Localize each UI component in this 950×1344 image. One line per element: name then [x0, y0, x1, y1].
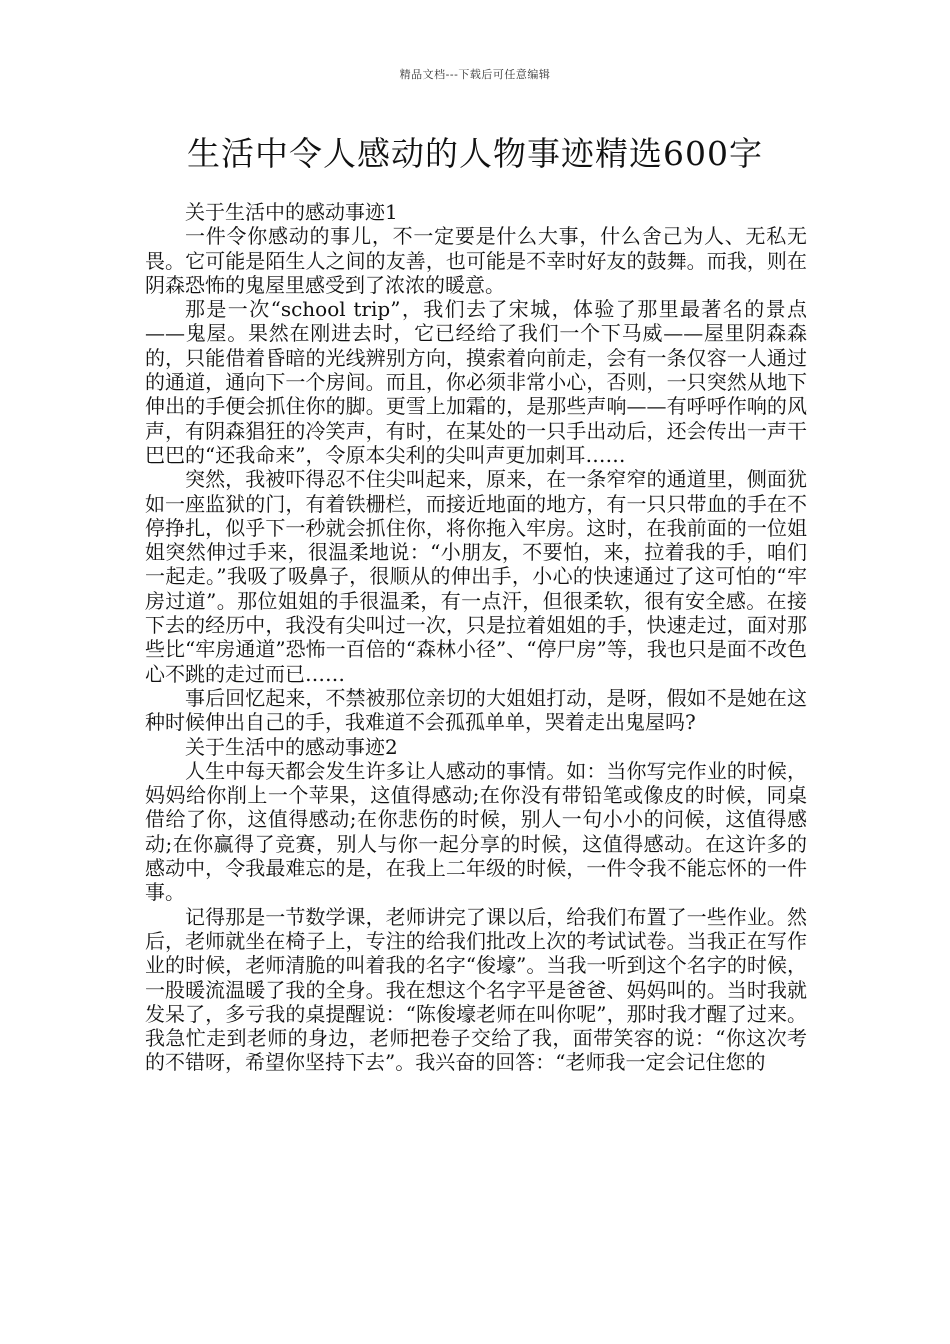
paragraph: 事后回忆起来，不禁被那位亲切的大姐姐打动，是呀，假如不是她在这种时候伸出自己的手，我难道不会孤孤单单，哭着走出鬼屋吗?: [145, 685, 807, 735]
paragraph: 那是一次“school trip”，我们去了宋城，体验了那里最著名的景点——鬼屋。果然在刚进去时，它已经给了我们一个下马威——屋里阴森森的，只能借着昏暗的光线辨别方向，摸索着向前走，会有一条仅容一人通过的通道，通向下一个房间。而且，你必须非常小心，否则，一只突然从地下伸出的手便会抓住你的脚。更雪上加霜的，是那些声响——有呼呼作响的风声，有阴森猖狂的冷笑声，有时，在某处的一只手出动后，还会传出一声干巴巴的“还我命来”，令原本尖利的尖叫声更加刺耳……: [145, 297, 807, 467]
paragraph: 一件令你感动的事儿，不一定要是什么大事，什么舍己为人、无私无畏。它可能是陌生人之间的友善，也可能是不幸时好友的鼓舞。而我，则在阴森恐怖的鬼屋里感受到了浓浓的暖意。: [145, 224, 807, 297]
section-heading-1: 关于生活中的感动事迹1: [185, 200, 398, 224]
paragraph: 记得那是一节数学课，老师讲完了课以后，给我们布置了一些作业。然后，老师就坐在椅子上，专注的给我们批改上次的考试试卷。当我正在写作业的时候，老师清脆的叫着我的名字“俊壕”。当我一听到这个名字的时候，一股暖流温暖了我的全身。我在想这个名字平是爸爸、妈妈叫的。当时我就发呆了，多亏我的桌提醒说：“陈俊壕老师在叫你呢”，那时我才醒了过来。我急忙走到老师的身边，老师把卷子交给了我，面带笑容的说：“你这次考的不错呀，希望你坚持下去”。我兴奋的回答：“老师我一定会记住您的: [145, 904, 807, 1075]
paragraph: 突然，我被吓得忍不住尖叫起来，原来，在一条窄窄的通道里，侧面犹如一座监狱的门，有着铁栅栏，而接近地面的地方，有一只只带血的手在不停挣扎，似乎下一秒就会抓住你，将你拖入牢房。这时，在我前面的一位姐姐突然伸过手来，很温柔地说：“小朋友，不要怕，来，拉着我的手，咱们一起走。”我吸了吸鼻子，很顺从的伸出手，小心的快速通过了这可怕的“牢房过道”。那位姐姐的手很温柔，有一点汗，但很柔软，很有安全感。在接下去的经历中，我没有尖叫过一次，只是拉着姐姐的手，快速走过，面对那些比“牢房通道”恐怖一百倍的“森林小径”、“停尸房”等，我也只是面不改色心不跳的走过而已……: [145, 467, 807, 686]
page-header: 精品文档---下载后可任意编辑: [399, 68, 551, 81]
document-title: 生活中令人感动的人物事迹精选600字: [187, 134, 763, 173]
section-heading-2: 关于生活中的感动事迹2: [185, 734, 398, 759]
document-body: [145, 200, 807, 1075]
paragraph: 人生中每天都会发生许多让人感动的事情。如：当你写完作业的时候，妈妈给你削上一个苹果，这值得感动;在你没有带铅笔或像皮的时候，同桌借给了你，这值得感动;在你悲伤的时候，别人一句小小的问候，这值得感动;在你赢得了竞赛，别人与你一起分享的时候，这值得感动。在这许多的感动中，令我最难忘的是，在我上二年级的时候，一件令我不能忘怀的一件事。: [145, 758, 807, 905]
